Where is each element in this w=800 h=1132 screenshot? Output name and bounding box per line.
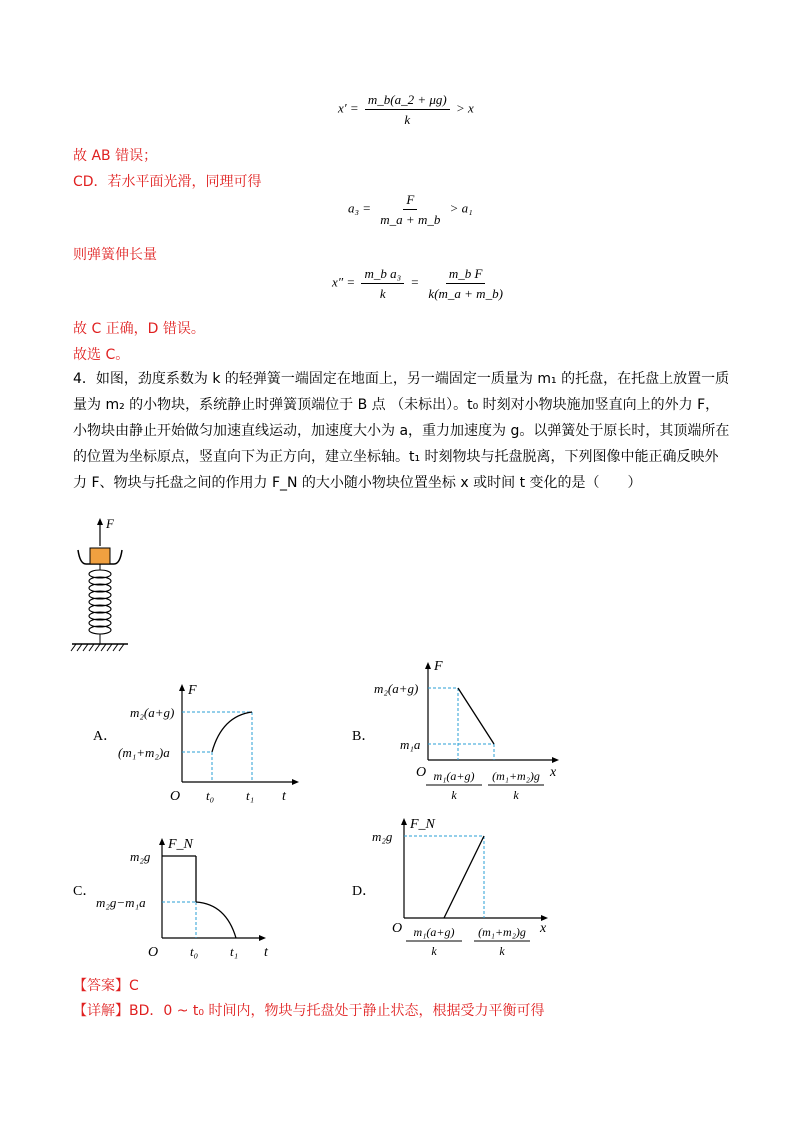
d-x2-numerator: (m₁+m₂)g: [478, 925, 526, 939]
equation-a3: [348, 192, 473, 227]
equation-x-prime: [338, 92, 474, 127]
option-b-letter[interactable]: B．: [352, 729, 376, 744]
c-y-label: F_N: [168, 837, 193, 852]
d-line: [444, 836, 484, 918]
c-y-top-label: m₂g: [130, 849, 151, 864]
question-line-4: 的位置为坐标原点，竖直向下为正方向，建立坐标轴。t₁ 时刻物块与托盘脱离，下列图像中能正确反映外: [73, 449, 719, 465]
eq2-fraction: [377, 192, 443, 227]
eq1-denominator: k: [404, 112, 411, 127]
text-choose-c: 故选 C。: [73, 347, 130, 363]
option-c-graph[interactable]: [90, 832, 290, 964]
eq3-fraction-2: [425, 266, 505, 301]
a-x-arrow: [292, 779, 299, 785]
d-x-label: x: [540, 921, 547, 936]
b-x-arrow: [552, 757, 559, 763]
text-ab-wrong: 故 AB 错误；: [73, 148, 158, 164]
question-4: [73, 366, 733, 496]
text-cd-smooth: CD．若水平面光滑，同理可得: [73, 174, 262, 190]
b-line: [458, 688, 494, 744]
b-x2-numerator: (m₁+m₂)g: [492, 769, 540, 783]
spring-figure: [68, 516, 138, 656]
c-t0-label: t₀: [190, 944, 199, 959]
force-label: F: [106, 516, 114, 531]
c-x-label: t: [264, 945, 268, 960]
eq3-fraction-1: [361, 266, 404, 301]
a-curve: [212, 712, 252, 752]
eq1-lhs: x′ =: [338, 100, 359, 116]
b-y-top-label: m₂(a+g): [374, 681, 419, 696]
option-a-letter[interactable]: A．: [93, 729, 118, 744]
question-line-3: 小物块由静止开始做匀加速直线运动，加速度大小为 a，重力加速度为 g。以弹簧处于原长时，其顶端所在: [73, 423, 730, 439]
eq2-denominator: m_a + m_b: [380, 212, 441, 227]
b-origin: O: [416, 765, 427, 780]
c-x-arrow: [259, 935, 266, 941]
b-x1-numerator: m₁(a+g): [433, 769, 475, 783]
ground-hatch: [71, 644, 124, 651]
b-y-low-label: m₁a: [400, 737, 421, 752]
force-arrow-head: [97, 518, 103, 525]
block: [90, 548, 110, 564]
detail-line: 【详解】BD．0 ~ t₀ 时间内，物块与托盘处于静止状态，根据受力平衡可得: [73, 1003, 545, 1019]
option-d-graph[interactable]: [370, 812, 570, 962]
eq1-fraction: [365, 92, 450, 127]
a-t1-label: t₁: [246, 788, 255, 803]
text-spring-stretch: 则弹簧伸长量: [73, 247, 157, 263]
a-y-low-label: (m₁+m₂)a: [118, 745, 170, 760]
question-line-1: 4．如图，劲度系数为 k 的轻弹簧一端固定在地面上，另一端固定一质量为 m₁ 的托盘，在托盘上放置一质: [73, 371, 730, 387]
c-y-arrow: [159, 838, 165, 845]
option-c-letter[interactable]: C．: [73, 884, 97, 899]
eq2-lhs: a₃ =: [348, 200, 372, 216]
a-origin: O: [170, 789, 181, 804]
question-line-2: 量为 m₂ 的小物块，系统静止时弹簧顶端位于 B 点 （未标出）。t₀ 时刻对小物块施加竖直向上的外力 F，: [73, 397, 720, 413]
option-b-graph[interactable]: [370, 656, 570, 806]
text-c-correct: 故 C 正确，D 错误。: [73, 321, 205, 337]
a-y-arrow: [179, 684, 185, 691]
eq3-equals: =: [410, 274, 420, 290]
eq3-denominator-2: k(m_a + m_b): [428, 286, 503, 301]
b-x1-denominator: k: [451, 788, 457, 802]
answer-line: 【答案】C: [73, 978, 139, 994]
d-y-top-label: m₂g: [372, 829, 393, 844]
option-a-graph[interactable]: [110, 678, 310, 808]
c-t1-label: t₁: [230, 944, 239, 959]
equation-x-double-prime: [332, 266, 509, 301]
b-y-arrow: [425, 662, 431, 669]
d-origin: O: [392, 921, 403, 936]
eq1-rhs: > x: [456, 100, 474, 116]
c-curve: [196, 902, 236, 938]
eq3-numerator-1: m_b a₃: [361, 266, 404, 284]
b-x2-denominator: k: [513, 788, 519, 802]
eq2-numerator: F: [403, 192, 417, 210]
d-x2-denominator: k: [499, 944, 505, 958]
option-d-letter[interactable]: D．: [352, 884, 377, 899]
eq3-lhs: x″ =: [332, 274, 356, 290]
spring-coils: [89, 570, 111, 634]
question-line-5: 力 F、物块与托盘之间的作用力 F_N 的大小随小物块位置坐标 x 或时间 t 变化的是（ ）: [73, 475, 642, 491]
a-y-label: F: [188, 683, 197, 698]
c-origin: O: [148, 945, 159, 960]
d-y-label: F_N: [410, 817, 435, 832]
c-y-low-label: m₂g−m₁a: [96, 895, 146, 910]
eq2-rhs: > a₁: [449, 200, 473, 216]
eq3-numerator-2: m_b F: [446, 266, 486, 284]
a-x-label: t: [282, 789, 286, 804]
eq1-numerator: m_b(a_2 + μg): [365, 92, 450, 110]
eq3-denominator-1: k: [379, 286, 386, 301]
b-x-label: x: [550, 765, 557, 780]
d-x1-numerator: m₁(a+g): [413, 925, 455, 939]
b-y-label: F: [434, 659, 443, 674]
a-y-top-label: m₂(a+g): [130, 705, 175, 720]
d-x1-denominator: k: [431, 944, 437, 958]
a-t0-label: t₀: [206, 788, 215, 803]
d-y-arrow: [401, 818, 407, 825]
